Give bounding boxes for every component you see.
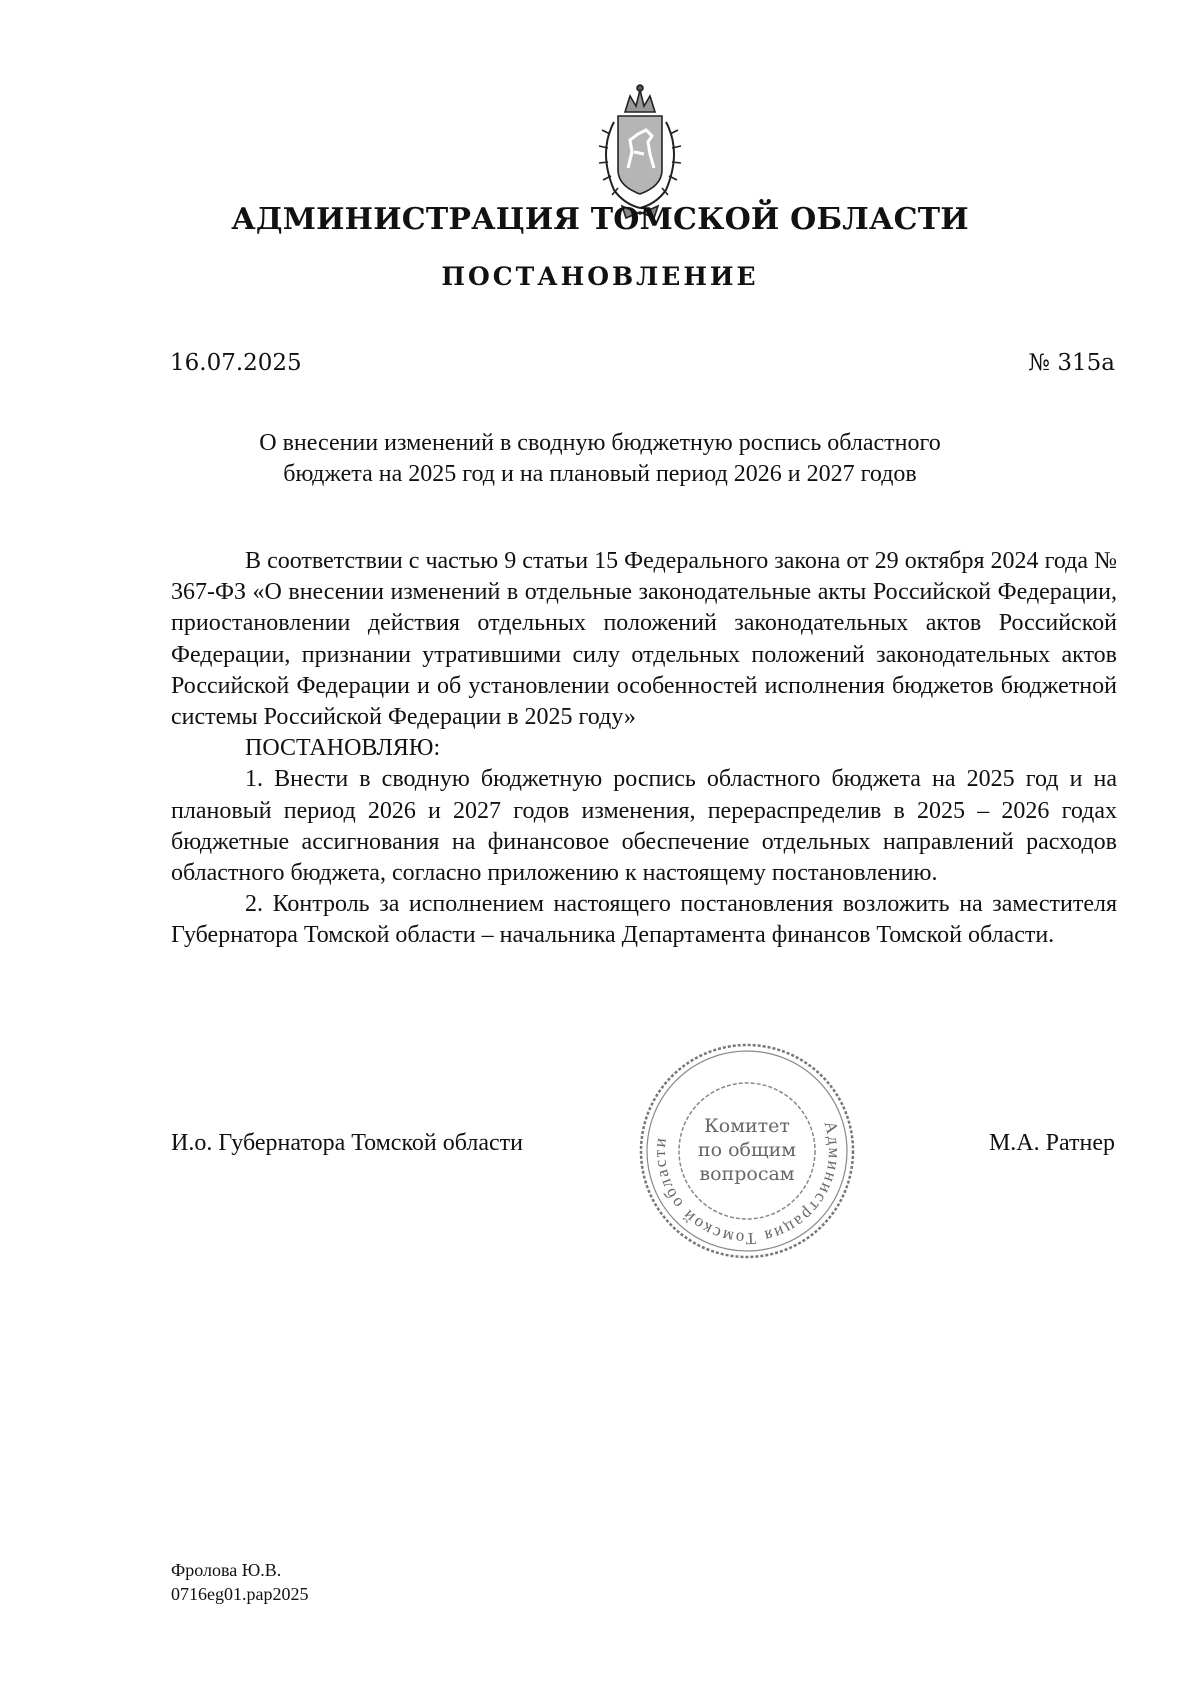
seal-line: по общим [697, 1139, 797, 1161]
file-code: 0716eg01.pap2025 [171, 1584, 309, 1604]
official-seal-stamp [636, 1040, 858, 1262]
document-type: ПОСТАНОВЛЕНИЕ [441, 262, 759, 291]
document-date: 16.07.2025 [170, 350, 302, 376]
signatory-name: М.А. Ратнер [988, 1130, 1115, 1156]
document-number: № 315а [1028, 350, 1115, 376]
document-subject [200, 428, 1000, 490]
executor-name: Фролова Ю.В. [171, 1560, 282, 1580]
signatory-role: И.о. Губернатора Томской области [171, 1130, 523, 1156]
executor-info [171, 1558, 308, 1606]
decree-item-1: 1. Внести в сводную бюджетную роспись областного бюджета на 2025 год и на плановый период 2026 и 2027 годов изменения, перераспределив в 2025 – 2026 годах бюджетные ассигнования на финансовое обеспечение отдельных направлений расходов областного бюджета, согласно приложению к настоящему постановлению. [171, 766, 1117, 887]
document-body [171, 546, 1117, 952]
seal-line: вопросам [699, 1163, 795, 1185]
seal-ring-text: Администрация Томской области [649, 1118, 845, 1249]
subject-line: бюджета на 2025 год и на плановый период 2026 и 2027 годов [283, 461, 917, 487]
decree-item-2: 2. Контроль за исполнением настоящего постановления возложить на заместителя Губернатора Томской области – начальника Департамента финансов Томской области. [171, 891, 1117, 949]
organization-title: АДМИНИСТРАЦИЯ ТОМСКОЙ ОБЛАСТИ [231, 202, 969, 237]
subject-line: О внесении изменений в сводную бюджетную роспись областного [259, 430, 941, 456]
tomsk-region-coat-of-arms-icon [580, 82, 700, 222]
seal-line: Комитет [704, 1115, 790, 1137]
decree-word: ПОСТАНОВЛЯЮ: [245, 735, 441, 762]
preamble-paragraph: В соответствии с частью 9 статьи 15 Федерального закона от 29 октября 2024 года № 367-ФЗ «О внесении изменений в отдельные законодательные акты Российской Федерации, приостановлении действия отдельных положений законодательных актов Российской Федерации, признании утратившими силу отдельных положений законодательных актов Российской Федерации и об установлении особенностей исполнения бюджетов бюджетной системы Российской Федерации в 2025 году» [171, 548, 1117, 731]
